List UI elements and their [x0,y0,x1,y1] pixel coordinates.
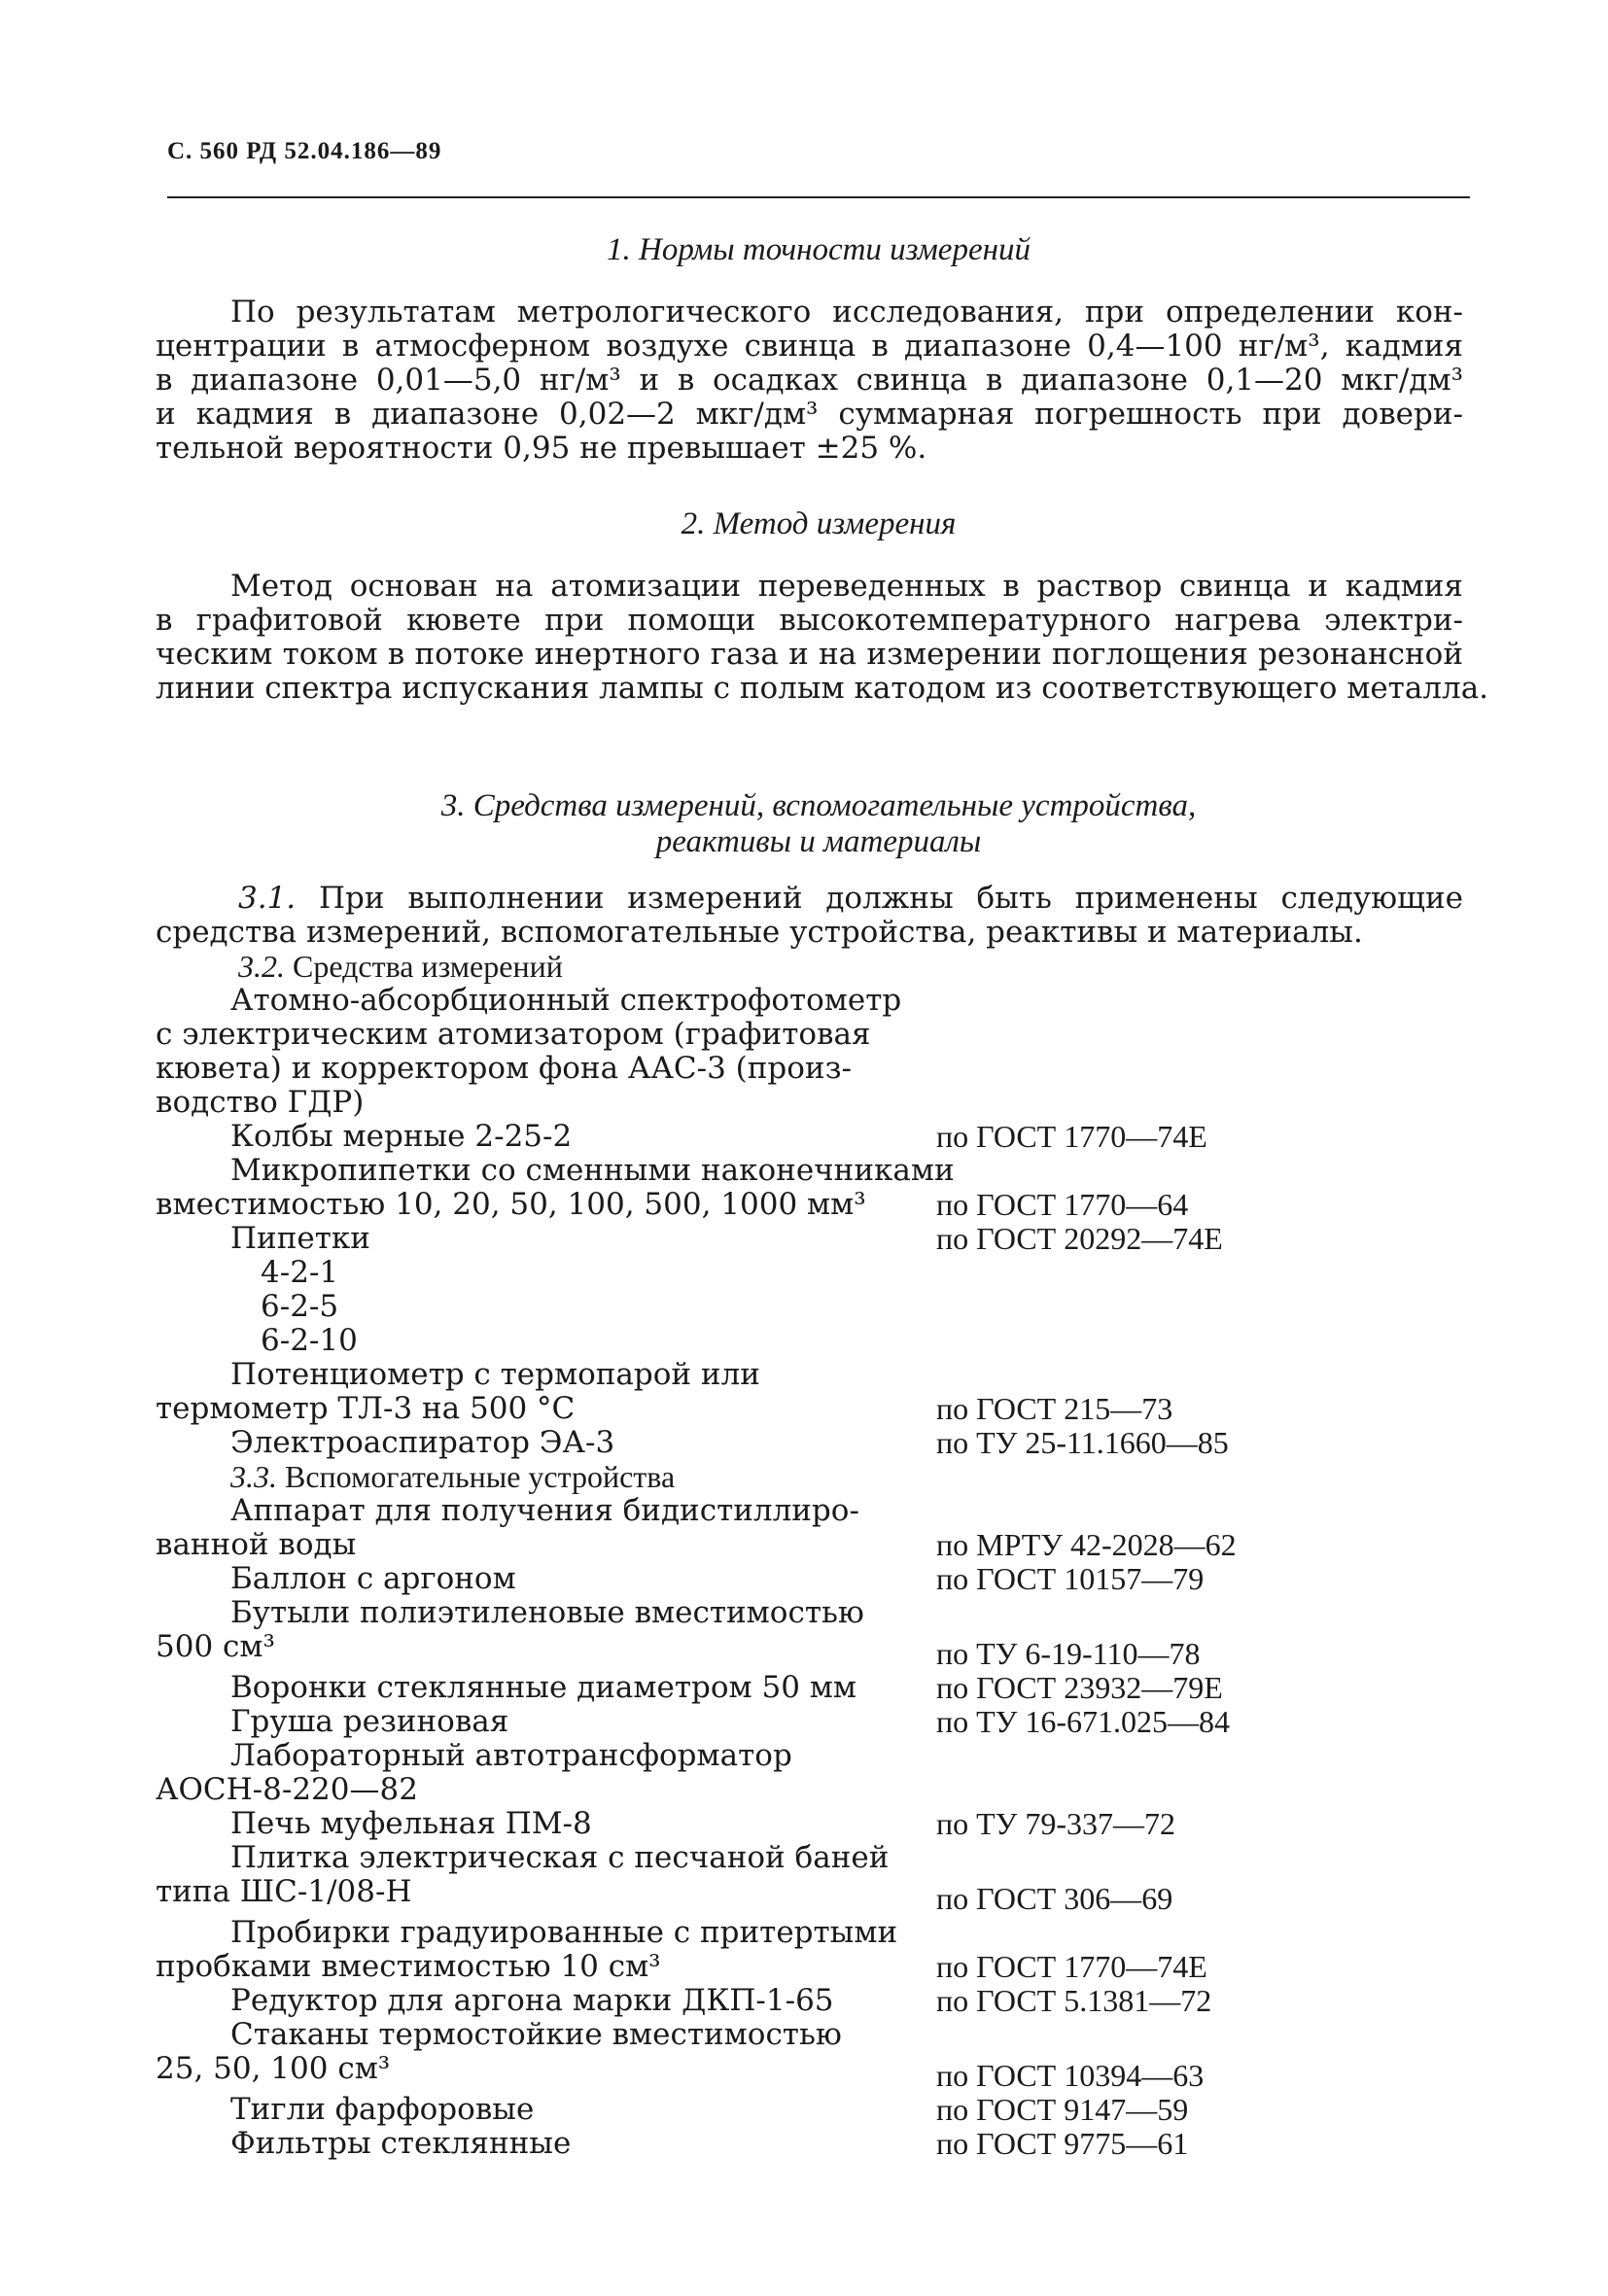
list-item: Аппарат для получения бидистиллиро- [230,1493,859,1528]
standard-ref: по ГОСТ 1770—74Е [936,1119,1207,1154]
list-item: ванной воды [156,1527,357,1562]
section-1-line: тельной вероятности 0,95 не превышает ±25 %. [156,431,927,466]
section-1-line: в диапазоне 0,01—5,0 нг/м³ и в осадках свинца в диапазоне 0,1—20 мкг/дм³ [156,363,1463,398]
paragraph-text: Средства измерений [293,949,563,984]
list-item: Баллон с аргоном [230,1561,516,1596]
list-item: пробками вместимостью 10 см³ [156,1949,661,1984]
paragraph-3-2-heading [238,949,563,984]
paragraph-text: Вспомогательные устройства [285,1459,676,1494]
list-item: 6-2-10 [261,1323,358,1358]
list-item: Фильтры стеклянные [230,2126,572,2161]
standard-ref: по ГОСТ 23932—79Е [936,1670,1223,1705]
list-item: Воронки стеклянные диаметром 50 мм [230,1670,857,1705]
standard-ref: по ГОСТ 215—73 [936,1391,1173,1426]
standard-ref: по ГОСТ 5.1381—72 [936,1983,1212,2018]
list-item: Бутыли полиэтиленовые вместимостью [230,1595,864,1630]
list-item: Потенциометр с термопарой или [230,1357,760,1392]
list-item: 25, 50, 100 см³ [156,2051,391,2086]
list-item: Плитка электрическая с песчаной баней [230,1840,890,1875]
standard-ref: по ГОСТ 9147—59 [936,2092,1189,2127]
list-item: АОСН-8-220—82 [156,1772,418,1807]
section-2-line: Метод основан на атомизации переведенных в раствор свинца и кадмия [230,569,1463,604]
list-item: Тигли фарфоровые [230,2092,535,2127]
list-item: Лабораторный автотрансформатор [230,1738,792,1773]
section-2-line: ческим током в потоке инертного газа и на измерении поглощения резонансной [156,637,1463,672]
standard-ref: по МРТУ 42-2028—62 [936,1527,1237,1562]
paragraph-3-1-line: средства измерений, вспомогательные устройства, реактивы и материалы. [156,915,1363,950]
section-3-title: 3. Средства измерений, вспомогательные устройства, [440,788,1197,823]
running-head: С. 560 РД 52.04.186—89 [167,138,442,164]
standard-ref: по ТУ 79-337—72 [936,1806,1175,1841]
section-2-title: 2. Метод измерения [681,506,957,541]
list-item: Стаканы термостойкие вместимостью [230,2017,842,2052]
section-1-line: По результатам метрологического исследования, при определении кон- [230,295,1463,330]
section-1-line: центрации в атмосферном воздухе свинца в диапазоне 0,4—100 нг/м³, кадмия [156,329,1463,364]
list-item: 6-2-5 [261,1289,339,1324]
section-1-title: 1. Нормы точности измерений [607,232,1031,267]
section-1-line: и кадмия в диапазоне 0,02—2 мкг/дм³ суммарная погрешность при довери- [156,397,1463,432]
list-item: Редуктор для аргона марки ДКП-1-65 [230,1983,834,2018]
section-2-line: линии спектра испускания лампы с полым катодом из соответствующего металла. [156,671,1489,706]
standard-ref: по ГОСТ 10394—63 [936,2058,1205,2093]
list-item: Пробирки градуированные с притертыми [230,1915,898,1950]
list-item: водство ГДР) [156,1085,365,1120]
list-item: Атомно-абсорбционный спектрофотометр [230,983,902,1018]
standard-ref: по ГОСТ 1770—74Е [936,1949,1207,1984]
paragraph-text: При выполнении измерений должны быть применены следующие [318,881,1463,916]
list-item: Груша резиновая [230,1704,509,1739]
list-item: термометр ТЛ-3 на 500 °С [156,1391,576,1426]
list-item: кювета) и корректором фона ААС-3 (произ- [156,1051,852,1086]
section-3-title-cont: реактивы и материалы [655,824,982,859]
paragraph-number: 3.3. [230,1459,277,1494]
list-item: Печь муфельная ПМ-8 [230,1806,592,1841]
paragraph-number: 3.1. [238,881,297,916]
list-item: Пипетки [230,1221,370,1256]
list-item: Электроаспиратор ЭА-3 [230,1425,615,1460]
standard-ref: по ГОСТ 306—69 [936,1881,1173,1916]
list-item: Колбы мерные 2-25-2 [230,1119,573,1154]
standard-ref: по ТУ 16-671.025—84 [936,1704,1230,1739]
standard-ref: по ТУ 25-11.1660—85 [936,1425,1229,1460]
list-item: Микропипетки со сменными наконечниками [230,1153,955,1188]
list-item: типа ШС-1/08-Н [156,1874,412,1909]
section-2-line: в графитовой кювете при помощи высокотемпературного нагрева электри- [156,603,1463,638]
paragraph-number: 3.2. [238,949,285,984]
standard-ref: по ГОСТ 10157—79 [936,1561,1205,1596]
paragraph-3-3-heading [230,1459,675,1494]
standard-ref: по ГОСТ 9775—61 [936,2126,1189,2161]
list-item: 500 см³ [156,1629,275,1664]
standard-ref: по ГОСТ 1770—64 [936,1187,1189,1222]
paragraph-3-1-line [238,881,1463,916]
list-item: вместимостью 10, 20, 50, 100, 500, 1000 мм³ [156,1187,866,1222]
list-item: с электрическим атомизатором (графитовая [156,1017,871,1052]
standard-ref: по ТУ 6-19-110—78 [936,1636,1201,1671]
standard-ref: по ГОСТ 20292—74Е [936,1221,1223,1256]
list-item: 4-2-1 [261,1255,339,1290]
header-rule [167,196,1470,198]
